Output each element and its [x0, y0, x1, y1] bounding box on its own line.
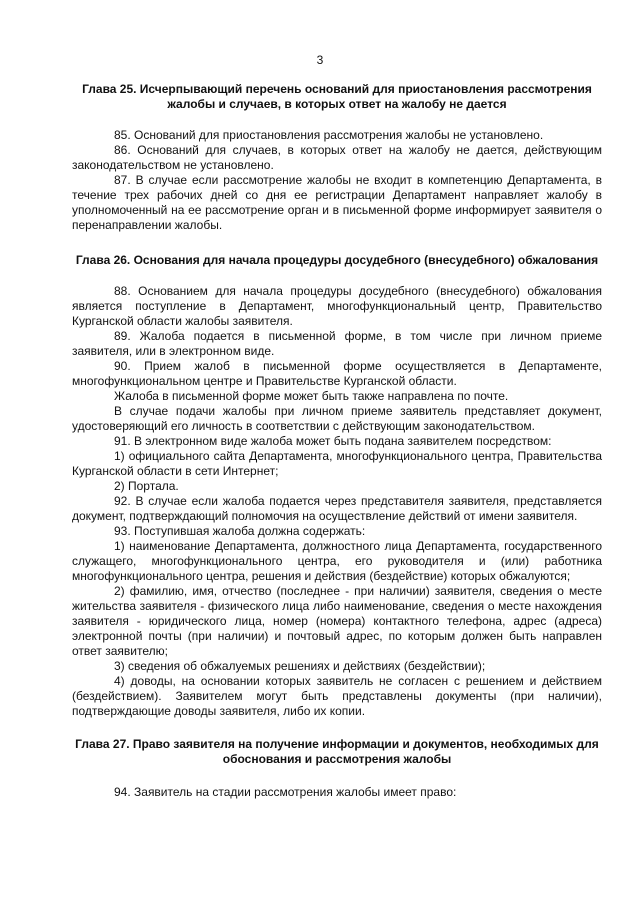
paragraph-93-item-1: 1) наименование Департамента, должностного лица Департамента, государственного служащего, многофункционального центра, его руководителя и (или) работника многофункционального центра, решения и действия (бездействие) которых обжалуются; [72, 539, 602, 583]
paragraph-88: 88. Основанием для начала процедуры досудебного (внесудебного) обжалования является поступление в Департамент, многофункциональный центр, Правительство Курганской области жалобы заявителя. [72, 284, 602, 328]
chapter-26-heading: Глава 26. Основания для начала процедуры досудебного (внесудебного) обжалования [75, 253, 599, 267]
paragraph-90: 90. Прием жалоб в письменной форме осуществляется в Департаменте, многофункциональном центре и Правительстве Курганской области. [72, 359, 602, 388]
paragraph-90-personal: В случае подачи жалобы при личном приеме заявитель представляет документ, удостоверяющий его личность в соответствии с действующим законодательством. [72, 404, 602, 433]
paragraph-93-item-3: 3) сведения об обжалуемых решениях и действиях (бездействии); [114, 659, 486, 673]
paragraph-85: 85. Оснований для приостановления рассмотрения жалобы не установлено. [114, 128, 544, 142]
paragraph-86: 86. Оснований для случаев, в которых ответ на жалобу не дается, действующим законодательством не установлено. [72, 143, 602, 172]
paragraph-91-item-1: 1) официального сайта Департамента, многофункционального центра, Правительства Курганской области в сети Интернет; [72, 449, 602, 478]
paragraph-91-item-2: 2) Портала. [114, 479, 179, 493]
paragraph-89: 89. Жалоба подается в письменной форме, в том числе при личном приеме заявителя, или в электронном виде. [72, 329, 602, 358]
chapter-25-heading: Глава 25. Исчерпывающий перечень оснований для приостановления рассмотрения жалобы и случаев, в которых ответ на жалобу не дается [82, 82, 592, 111]
paragraph-93-item-2: 2) фамилию, имя, отчество (последнее - при наличии) заявителя, сведения о месте жительства заявителя - физического лица либо наименование, сведения о месте нахождения заявителя - юридического лица, номер (номера) контактного телефона, адрес (адреса) электронной почты (при наличии) и почтовый адрес, по которым должен быть направлен ответ заявителю; [72, 584, 602, 658]
chapter-27-heading: Глава 27. Право заявителя на получение информации и документов, необходимых для обоснования и рассмотрения жалобы [75, 737, 599, 766]
paragraph-91: 91. В электронном виде жалоба может быть подана заявителем посредством: [114, 434, 552, 448]
page-number: 3 [316, 53, 324, 67]
paragraph-90-mail: Жалоба в письменной форме может быть также направлена по почте. [114, 389, 509, 403]
document-body [72, 82, 602, 800]
paragraph-87: 87. В случае если рассмотрение жалобы не входит в компетенцию Департамента, в течение трех рабочих дней со дня ее регистрации Департамент направляет жалобу в уполномоченный на ее рассмотрение орган и в письменной форме информирует заявителя о перенаправлении жалобы. [72, 173, 602, 232]
paragraph-93: 93. Поступившая жалоба должна содержать: [114, 524, 366, 538]
paragraph-93-item-4: 4) доводы, на основании которых заявитель не согласен с решением и действием (бездействием). Заявителем могут быть представлены документы (при наличии), подтверждающие доводы заявителя, либо их копии. [72, 674, 602, 718]
paragraph-94: 94. Заявитель на стадии рассмотрения жалобы имеет право: [114, 785, 457, 799]
paragraph-92: 92. В случае если жалоба подается через представителя заявителя, представляется документ, подтверждающий полномочия на осуществление действий от имени заявителя. [72, 494, 602, 523]
